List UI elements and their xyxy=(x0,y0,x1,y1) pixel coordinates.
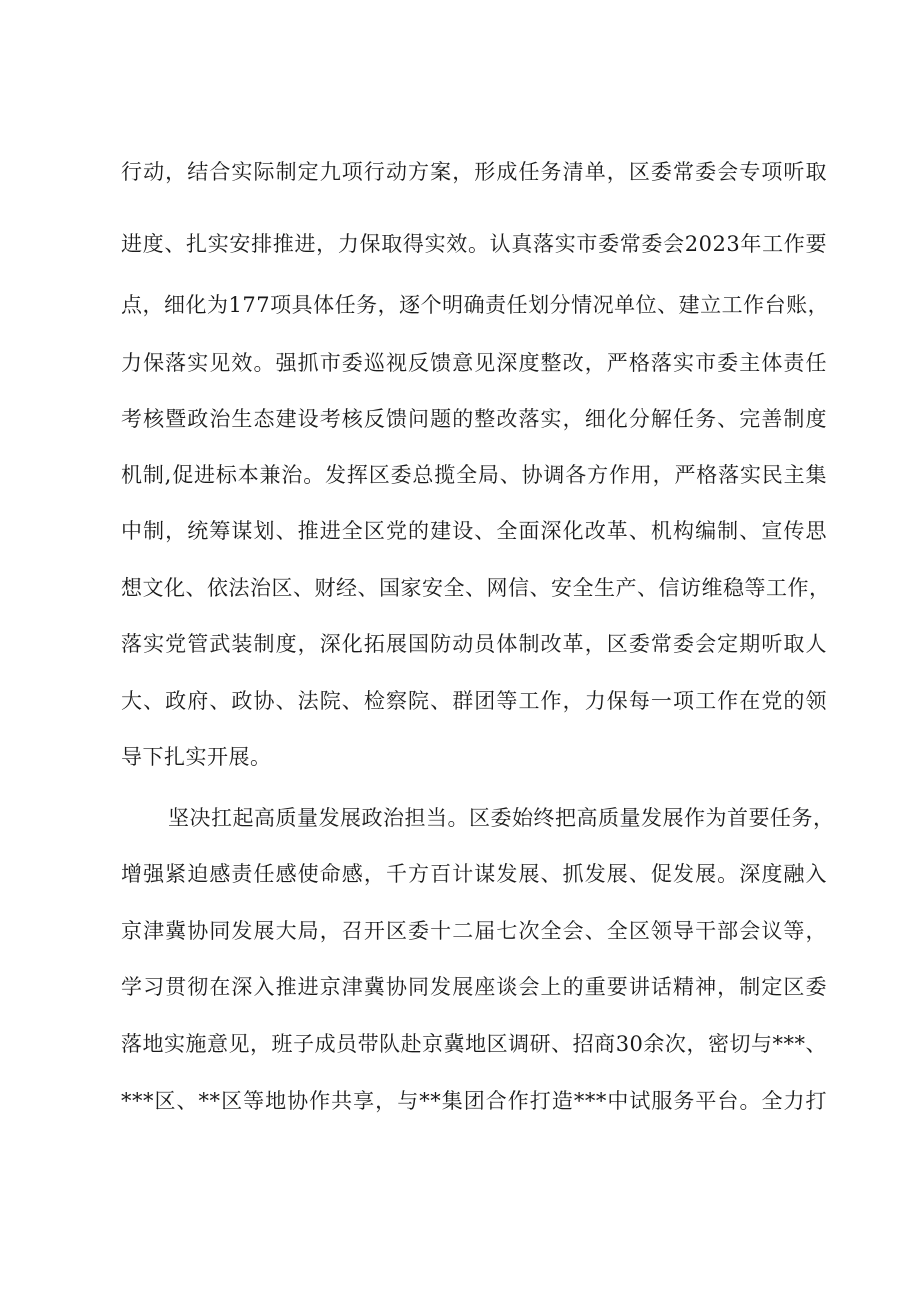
text-line: 考核暨政治生态建设考核反馈问题的整改落实，细化分解任务、完善制度 xyxy=(121,407,827,431)
text-line: 进度、扎实安排推进，力保取得实效。认真落实市委常委会2023年工作要 xyxy=(121,232,827,256)
text-line: ***区、**区等地协作共享，与**集团合作打造***中试服务平台。全力打 xyxy=(121,1089,827,1113)
text-line: 京津冀协同发展大局，召开区委十二届七次全会、全区领导干部会议等， xyxy=(121,919,827,943)
text-line: 力保落实见效。强抓市委巡视反馈意见深度整改，严格落实市委主体责任 xyxy=(121,351,827,375)
text-line: 行动，结合实际制定九项行动方案，形成任务清单，区委常委会专项听取 xyxy=(121,160,827,184)
text-line: 导下扎实开展。 xyxy=(121,745,272,769)
text-line: 落实党管武装制度，深化拓展国防动员体制改革，区委常委会定期听取人 xyxy=(121,632,827,656)
text-line: 想文化、依法治区、财经、国家安全、网信、安全生产、信访维稳等工作， xyxy=(121,576,831,600)
text-line: 机制,促进标本兼治。发挥区委总揽全局、协调各方作用，严格落实民主集 xyxy=(121,463,827,487)
text-line: 中制，统筹谋划、推进全区党的建设、全面深化改革、机构编制、宣传思 xyxy=(121,519,827,543)
text-line: 学习贯彻在深入推进京津冀协同发展座谈会上的重要讲话精神，制定区委 xyxy=(121,975,827,999)
text-line: 落地实施意见，班子成员带队赴京冀地区调研、招商30余次，密切与***、 xyxy=(121,1032,827,1056)
text-line: 增强紧迫感责任感使命感，千方百计谋发展、抓发展、促发展。深度融入 xyxy=(121,862,827,886)
text-line: 坚决扛起高质量发展政治担当。区委始终把高质量发展作为首要任务， xyxy=(168,806,835,830)
text-line: 点，细化为177项具体任务，逐个明确责任划分情况单位、建立工作台账， xyxy=(121,293,830,317)
text-line: 大、政府、政协、法院、检察院、群团等工作，力保每一项工作在党的领 xyxy=(121,689,827,713)
